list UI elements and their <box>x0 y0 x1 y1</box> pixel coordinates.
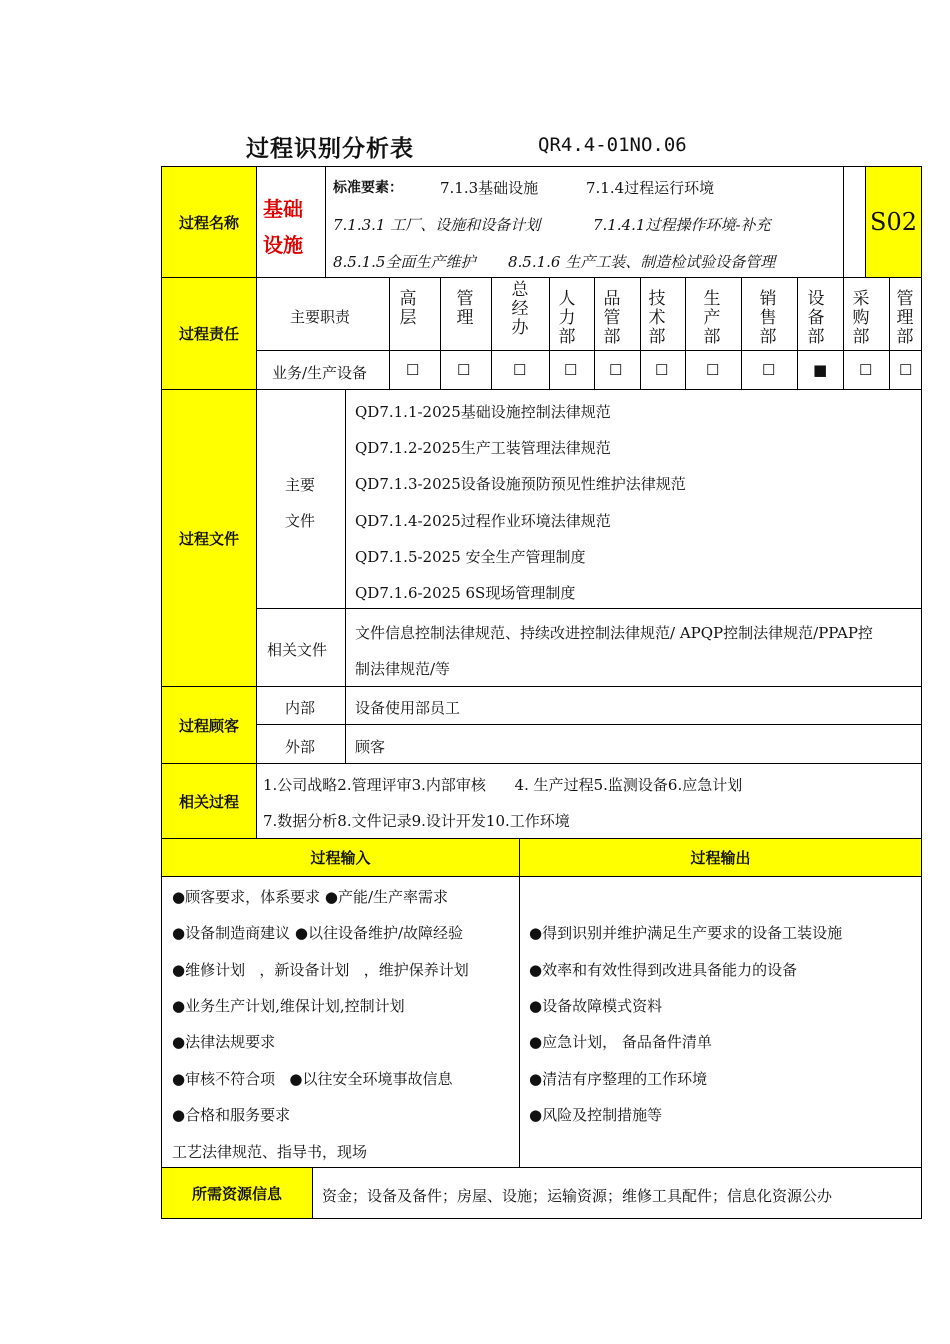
main-doc-4: QD7.1.4-2025过程作业环境法律规范 <box>355 512 611 530</box>
col-divider <box>440 277 441 390</box>
main-docs-label-2: 文件 <box>285 512 316 530</box>
input-item-4: ●业务生产计划,维保计划,控制计划 <box>172 997 405 1015</box>
checkbox-shebei[interactable]: ■ <box>813 361 828 379</box>
related-docs-label: 相关文件 <box>267 641 328 659</box>
process-name-label: 过程名称 <box>161 166 257 278</box>
input-item-7: ●合格和服务要求 <box>172 1106 291 1124</box>
dept-guanli: 管 理 <box>456 289 474 328</box>
dept-renli: 人 力 部 <box>558 289 576 347</box>
checkbox-jishu[interactable]: ☐ <box>655 361 669 379</box>
customers-row-divider <box>256 724 922 725</box>
main-doc-5: QD7.1.5-2025 安全生产管理制度 <box>355 548 586 566</box>
documents-row-divider <box>256 608 922 609</box>
input-item-5: ●法律法规要求 <box>172 1033 276 1051</box>
checkbox-gaoceng[interactable]: ☐ <box>406 361 420 379</box>
checkbox-xiaoshou[interactable]: ☐ <box>762 361 776 379</box>
input-item-3: ●维修计划 ，新设备计划 ，维护保养计划 <box>172 961 469 979</box>
dept-guanlibu: 管 理 部 <box>896 289 914 347</box>
checkbox-caigou[interactable]: ☐ <box>859 361 873 379</box>
col-divider <box>389 277 390 390</box>
checkbox-guanli[interactable]: ☐ <box>457 361 471 379</box>
output-item-5: ●清洁有序整理的工作环境 <box>529 1070 708 1088</box>
process-name-line2: 设施 <box>263 233 303 257</box>
checkbox-zongjingban[interactable]: ☐ <box>513 361 527 379</box>
external-value: 顾客 <box>355 738 386 756</box>
resources-label: 所需资源信息 <box>161 1167 313 1219</box>
page-title: 过程识别分析表 <box>246 136 414 162</box>
col-divider <box>741 277 742 390</box>
dept-last-clip <box>890 277 921 350</box>
dept-shebei: 设 备 部 <box>807 289 825 347</box>
dept-caigou: 采 购 部 <box>852 289 870 347</box>
standard-7-1-4-1: 7.1.4.1过程操作环境-补充 <box>593 216 771 234</box>
id-divider <box>843 166 844 278</box>
input-item-8: 工艺法律规范、指导书，现场 <box>172 1143 368 1161</box>
standard-label: 标准要素： <box>333 180 403 196</box>
dept-zongjingban: 总 经 办 <box>511 280 529 338</box>
related-process-label: 相关过程 <box>161 763 257 839</box>
standard-7-1-3-1: 7.1.3.1 工厂、设施和设备计划 <box>333 216 541 234</box>
internal-value: 设备使用部员工 <box>355 699 461 717</box>
standard-7-1-4: 7.1.4过程运行环境 <box>586 179 715 197</box>
standard-7-1-3: 7.1.3基础设施 <box>440 179 539 197</box>
input-item-2: ●设备制造商建议 ●以往设备维护/故障经验 <box>172 924 464 942</box>
main-doc-6: QD7.1.6-2025 6S现场管理制度 <box>355 584 576 602</box>
duty-label: 主要职责 <box>290 308 351 326</box>
process-name-line1: 基础 <box>263 197 303 221</box>
col-divider <box>640 277 641 390</box>
related-docs-line-1: 文件信息控制法律规范、持续改进控制法律规范/ APQP控制法律规范/PPAP控 <box>355 624 873 642</box>
documents-label: 过程文件 <box>161 389 257 687</box>
dept-jishu: 技 术 部 <box>648 289 666 347</box>
dept-xiaoshou: 销 售 部 <box>759 289 777 347</box>
related-process-line-1: 1.公司战略2.管理评审3.内部审核 4. 生产过程5.监测设备6.应急计划 <box>263 776 743 794</box>
col-divider <box>491 277 492 390</box>
output-item-4: ●应急计划， 备品备件清单 <box>529 1033 712 1051</box>
output-header: 过程输出 <box>519 838 922 877</box>
input-item-6: ●审核不符合项 ●以往安全环境事故信息 <box>172 1070 453 1088</box>
resources-value: 资金；设备及备件；房屋、设施；运输资源；维修工具配件；信息化资源公办 <box>322 1187 833 1205</box>
col-divider <box>685 277 686 390</box>
responsibility-row-divider <box>256 350 922 351</box>
customers-col-divider <box>345 686 346 764</box>
duty-row-label: 业务/生产设备 <box>272 364 368 382</box>
input-item-1: ●顾客要求，体系要求 ●产能/生产率需求 <box>172 888 449 906</box>
main-doc-3: QD7.1.3-2025设备设施预防预见性维护法律规范 <box>355 475 686 493</box>
checkbox-guanlibu[interactable]: ☐ <box>899 361 913 379</box>
document-code: QR4.4-01NO.06 <box>538 134 687 156</box>
external-label: 外部 <box>285 738 316 756</box>
standard-8-5-1-6: 8.5.1.6 生产工装、制造检试验设备管理 <box>508 253 776 271</box>
checkbox-pinguan[interactable]: ☐ <box>609 361 623 379</box>
related-docs-line-2: 制法律规范/等 <box>355 660 451 678</box>
output-item-6: ●风险及控制措施等 <box>529 1106 663 1124</box>
col-divider <box>843 277 844 390</box>
output-item-3: ●设备故障模式资料 <box>529 997 663 1015</box>
main-doc-2: QD7.1.2-2025生产工装管理法律规范 <box>355 439 611 457</box>
customers-label: 过程顾客 <box>161 686 257 764</box>
dept-shengchan: 生 产 部 <box>703 289 721 347</box>
checkbox-renli[interactable]: ☐ <box>564 361 578 379</box>
related-docs-clip <box>346 610 921 686</box>
output-item-1: ●得到识别并维护满足生产要求的设备工装设施 <box>529 924 843 942</box>
input-header: 过程输入 <box>161 838 520 877</box>
responsibility-label: 过程责任 <box>161 277 257 390</box>
process-name-value <box>256 166 326 278</box>
col-divider <box>797 277 798 390</box>
main-doc-1: QD7.1.1-2025基础设施控制法律规范 <box>355 403 611 421</box>
related-process-line-2: 7.数据分析8.文件记录9.设计开发10.工作环境 <box>263 812 570 830</box>
col-divider <box>594 277 595 390</box>
checkbox-shengchan[interactable]: ☐ <box>706 361 720 379</box>
internal-label: 内部 <box>285 699 316 717</box>
dept-gaoceng: 高 层 <box>399 289 417 328</box>
standard-8-5-1-5: 8.5.1.5全面生产维护 <box>333 253 476 271</box>
process-id: S02 <box>865 166 922 278</box>
col-divider <box>549 277 550 390</box>
main-docs-label-1: 主要 <box>285 476 316 494</box>
output-item-2: ●效率和有效性得到改进具备能力的设备 <box>529 961 798 979</box>
dept-pinguan: 品 管 部 <box>603 289 621 347</box>
